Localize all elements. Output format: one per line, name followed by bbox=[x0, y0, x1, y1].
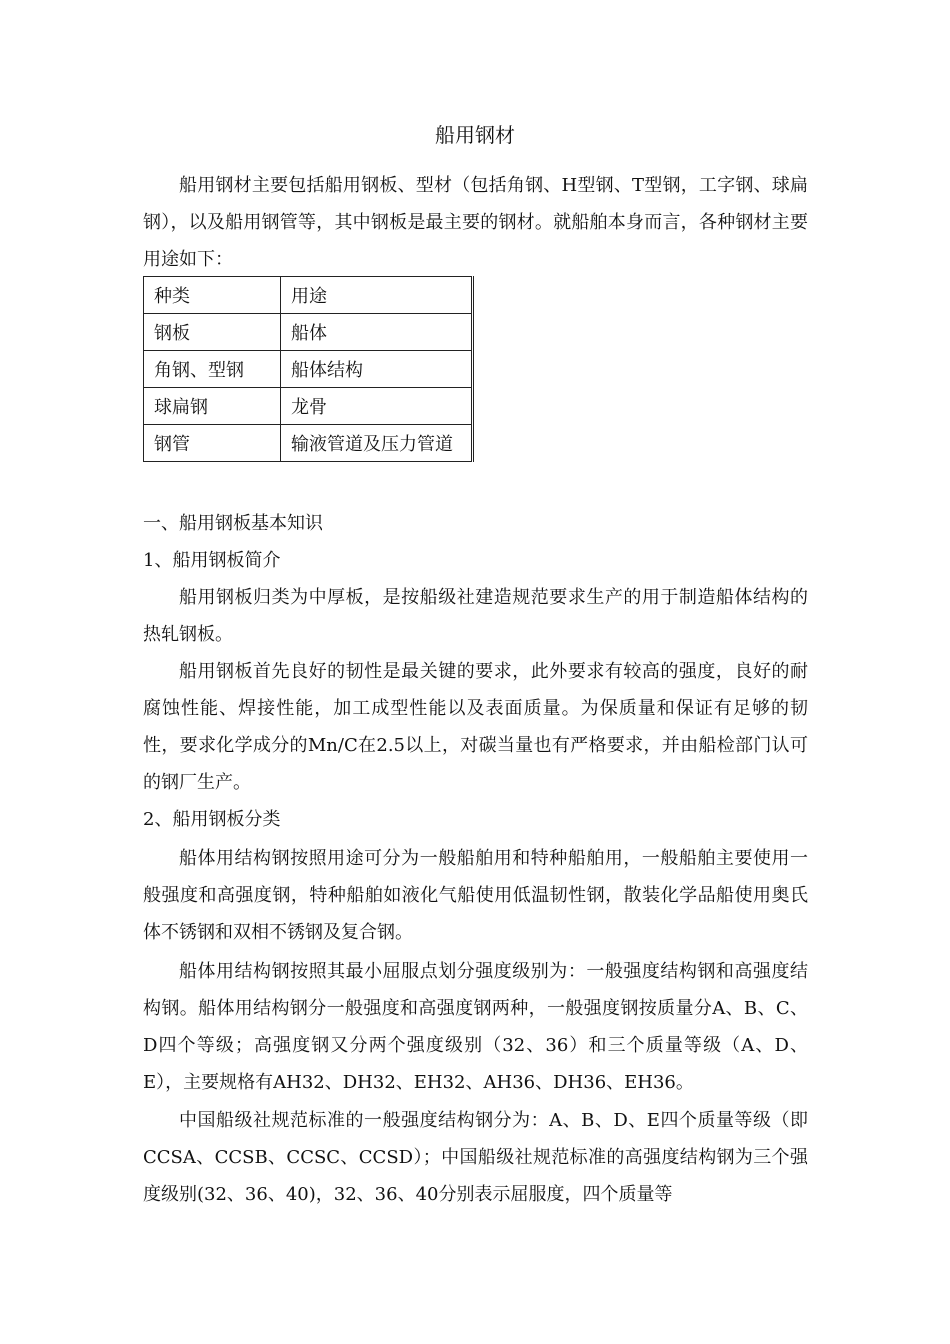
usage-table bbox=[143, 276, 474, 462]
table-cell: 输液管道及压力管道 bbox=[281, 425, 473, 462]
table-header-row bbox=[144, 277, 473, 314]
table-cell: 船体结构 bbox=[281, 351, 473, 388]
body-paragraph: 船体用结构钢按照其最小屈服点划分强度级别为：一般强度结构钢和高强度结构钢。船体用结构钢分一般强度和高强度钢两种，一般强度钢按质量分A、B、C、D四个等级；高强度钢又分两个强度级别（32、36）和三个质量等级（A、D、E），主要规格有AH32、DH32、EH32、AH36、DH36、EH36。 bbox=[143, 961, 808, 1093]
table-row bbox=[144, 351, 473, 388]
table-row bbox=[144, 425, 473, 462]
table-cell: 龙骨 bbox=[281, 388, 473, 425]
table-cell: 钢管 bbox=[144, 425, 281, 462]
intro-paragraph: 船用钢材主要包括船用钢板、型材（包括角钢、H型钢、T型钢，工字钢、球扁钢），以及船用钢管等，其中钢板是最主要的钢材。就船舶本身而言，各种钢材主要用途如下： bbox=[143, 175, 808, 270]
table-row bbox=[144, 388, 473, 425]
table-row bbox=[144, 314, 473, 351]
table-cell: 球扁钢 bbox=[144, 388, 281, 425]
body-paragraph: 船用钢板归类为中厚板，是按船级社建造规范要求生产的用于制造船体结构的热轧钢板。 bbox=[143, 587, 808, 645]
table-cell: 角钢、型钢 bbox=[144, 351, 281, 388]
table-header-cell: 用途 bbox=[281, 277, 473, 314]
page-title: 船用钢材 bbox=[435, 123, 515, 147]
table-header-cell: 种类 bbox=[144, 277, 281, 314]
subsection-heading: 2、船用钢板分类 bbox=[143, 809, 281, 830]
subsection-heading: 1、船用钢板简介 bbox=[143, 550, 281, 571]
section-heading: 一、船用钢板基本知识 bbox=[143, 513, 323, 534]
body-paragraph: 船体用结构钢按照用途可分为一般船舶用和特种船舶用，一般船舶主要使用一般强度和高强度钢，特种船舶如液化气船使用低温韧性钢，散装化学品船使用奥氏体不锈钢和双相不锈钢及复合钢。 bbox=[143, 848, 808, 943]
table-cell: 钢板 bbox=[144, 314, 281, 351]
body-paragraph: 船用钢板首先良好的韧性是最关键的要求，此外要求有较高的强度，良好的耐腐蚀性能、焊接性能，加工成型性能以及表面质量。为保质量和保证有足够的韧性，要求化学成分的Mn/C在2.5以上，对碳当量也有严格要求，并由船检部门认可的钢厂生产。 bbox=[143, 661, 808, 793]
table-cell: 船体 bbox=[281, 314, 473, 351]
body-paragraph: 中国船级社规范标准的一般强度结构钢分为：A、B、D、E四个质量等级（即CCSA、CCSB、CCSC、CCSD）；中国船级社规范标准的高强度结构钢为三个强度级别(32、36、40)，32、36、40分别表示屈服度，四个质量等 bbox=[143, 1110, 808, 1205]
